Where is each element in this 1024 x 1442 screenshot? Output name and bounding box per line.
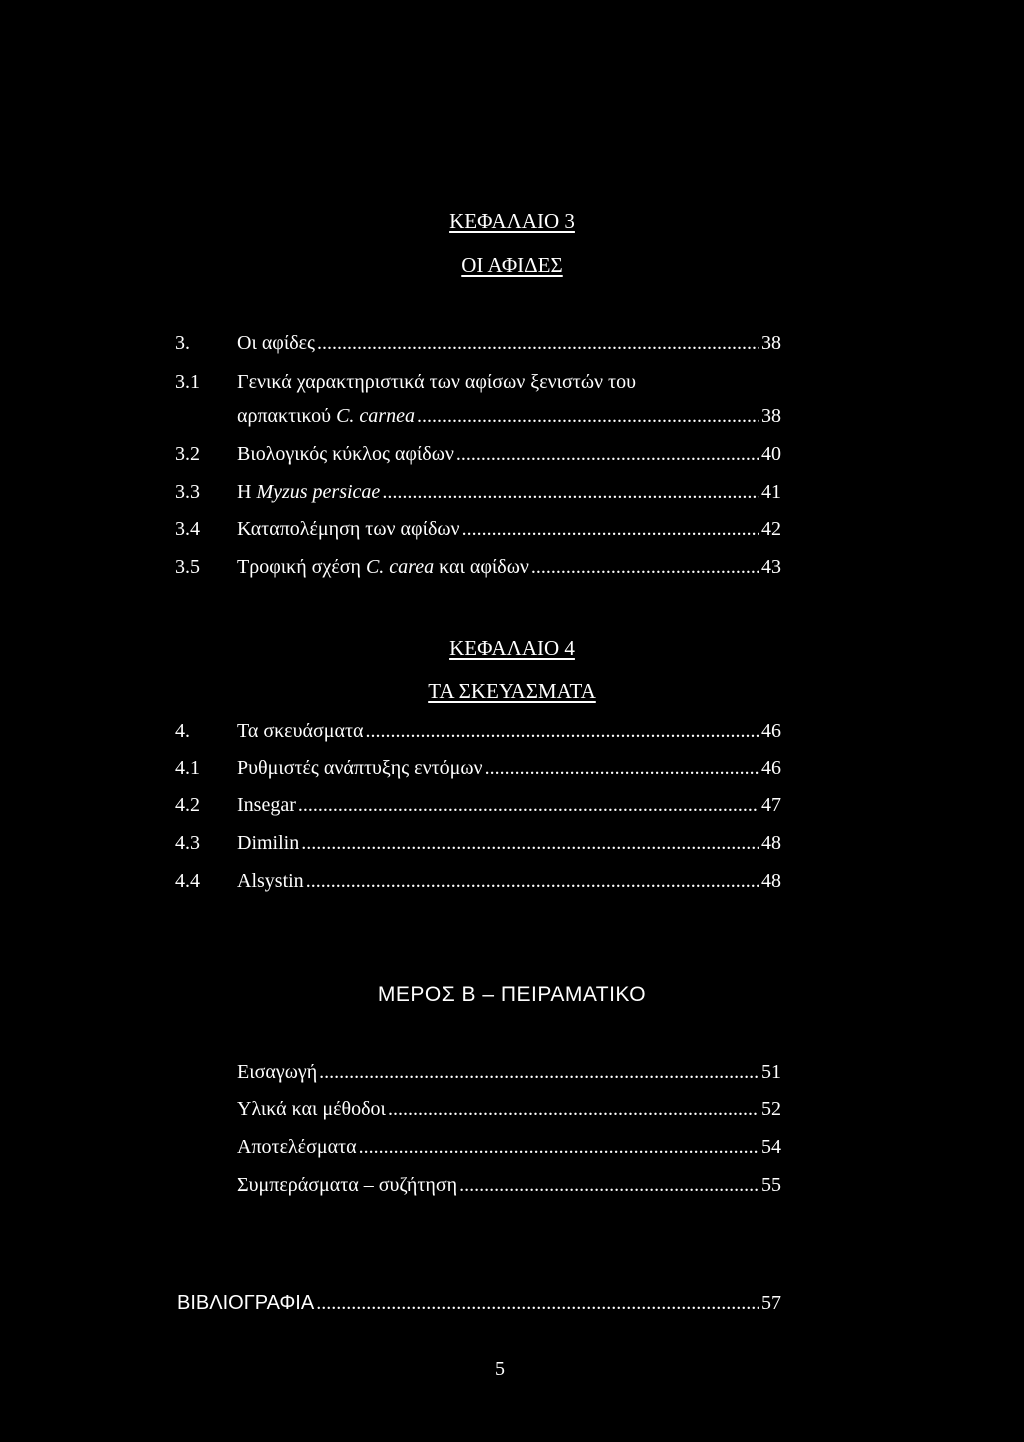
toc-entry-page: 54 [761,1136,781,1158]
toc-entry-page: 51 [761,1061,781,1083]
toc-entry-title: Εισαγωγή [237,1061,318,1083]
toc-entry-number: 3.5 [175,556,200,578]
chapter-4-subheading [0,678,1024,704]
toc-entry[interactable] [0,1172,1024,1198]
toc-entry-title: Τα σκευάσματα [237,720,364,742]
toc-entry-page: 42 [761,518,781,540]
leader-dots [485,755,759,781]
toc-entry-title-part: και αφίδων [434,556,529,578]
toc-entry-page: 46 [761,757,781,779]
leader-dots [301,830,759,856]
toc-entry-page: 46 [761,720,781,742]
toc-entry-title: Καταπολέμηση των αφίδων [237,518,460,540]
toc-entry-title [237,554,529,580]
toc-entry-title-part: αρπακτικού [237,405,337,427]
chapter-3-subheading-text: ΟΙ ΑΦΙΔΕΣ [461,253,563,277]
toc-entry-title: Βιολογικός κύκλος αφίδων [237,443,454,465]
toc-entry-bibliography[interactable] [0,1290,1024,1316]
toc-entry-number: 4.1 [175,757,200,779]
toc-entry[interactable] [0,441,1024,467]
chapter-4-heading-text: ΚΕΦΑΛΑΙΟ 4 [449,636,575,660]
toc-entry-title [237,403,415,429]
toc-entry-page: 55 [761,1174,781,1196]
leader-dots [388,1096,759,1122]
toc-entry-title: Συμπεράσματα – συζήτηση [237,1174,458,1196]
toc-entry[interactable] [0,755,1024,781]
toc-entry-number: 3. [175,332,190,354]
toc-entry-number: 4.4 [175,870,200,892]
toc-entry-title-italic: C. carnea [336,405,415,427]
toc-entry-title [237,479,380,505]
toc-entry-number: 4.3 [175,832,200,854]
toc-entry[interactable] [0,330,1024,356]
toc-entry-title: Alsystin [237,870,304,892]
chapter-4-heading [0,635,1024,661]
toc-entry-number: 3.1 [175,371,200,393]
leader-dots [317,330,759,356]
chapter-3-heading [0,208,1024,234]
toc-entry[interactable] [0,718,1024,744]
toc-entry[interactable] [0,1059,1024,1085]
toc-entry-number: 3.4 [175,518,200,540]
chapter-3-heading-text: ΚΕΦΑΛΑΙΟ 3 [449,209,575,233]
chapter-4-subheading-text: ΤΑ ΣΚΕΥΑΣΜΑΤΑ [428,679,596,703]
page-number: 5 [495,1358,505,1380]
toc-entry[interactable] [0,830,1024,856]
toc-entry-page: 40 [761,443,781,465]
toc-entry-number: 4.2 [175,794,200,816]
toc-entry-title-italic: Myzus persicae [256,481,381,503]
toc-entry-number: 3.3 [175,481,200,503]
leader-dots [298,792,759,818]
part-b-title: ΜΕΡΟΣ Β – ΠΕΙΡΑΜΑΤΙΚΟ [377,983,647,1006]
toc-entry-title: Υλικά και μέθοδοι [237,1098,386,1120]
leader-dots [306,868,759,894]
leader-dots [462,516,759,542]
toc-entry-title-italic: C. carea [365,556,435,578]
toc-entry-title: Αποτελέσματα [237,1136,357,1158]
toc-entry-continuation[interactable] [0,403,1024,429]
toc-entry[interactable] [0,1134,1024,1160]
toc-entry[interactable] [0,792,1024,818]
toc-entry-page: 38 [761,405,781,427]
leader-dots [365,718,759,744]
toc-entry[interactable] [0,516,1024,542]
toc-entry-title: Dimilin [237,832,300,854]
toc-entry-page: 47 [761,794,781,816]
bibliography-title: ΒΙΒΛΙΟΓΡΑΦΙΑ [177,1292,315,1314]
toc-entry[interactable] [0,1096,1024,1122]
toc-entry-title: Ρυθμιστές ανάπτυξης εντόμων [237,757,483,779]
toc-entry-title-part: Τροφική σχέση [237,556,366,578]
toc-entry[interactable] [0,868,1024,894]
toc-entry-page: 52 [761,1098,781,1120]
toc-entry-title: Οι αφίδες [237,332,315,354]
leader-dots [456,441,759,467]
leader-dots [319,1059,759,1085]
chapter-3-subheading [0,252,1024,278]
toc-entry-page: 48 [761,870,781,892]
toc-entry-title: Γενικά χαρακτηριστικά των αφίσων ξενιστών του [237,371,636,393]
leader-dots [531,554,759,580]
toc-entry-page: 41 [761,481,781,503]
toc-entry-title-part: H [237,481,257,503]
toc-entry-page: 38 [761,332,781,354]
toc-entry-number: 3.2 [175,443,200,465]
leader-dots [316,1290,759,1316]
toc-entry-number: 4. [175,720,190,742]
toc-entry-title: Insegar [237,794,296,816]
bibliography-page: 57 [761,1292,781,1314]
leader-dots [359,1134,759,1160]
toc-entry[interactable] [0,479,1024,505]
leader-dots [459,1172,759,1198]
leader-dots [382,479,759,505]
toc-entry-page: 48 [761,832,781,854]
toc-entry-page: 43 [761,556,781,578]
leader-dots [417,403,759,429]
toc-entry[interactable] [0,554,1024,580]
toc-entry[interactable] [0,369,1024,395]
